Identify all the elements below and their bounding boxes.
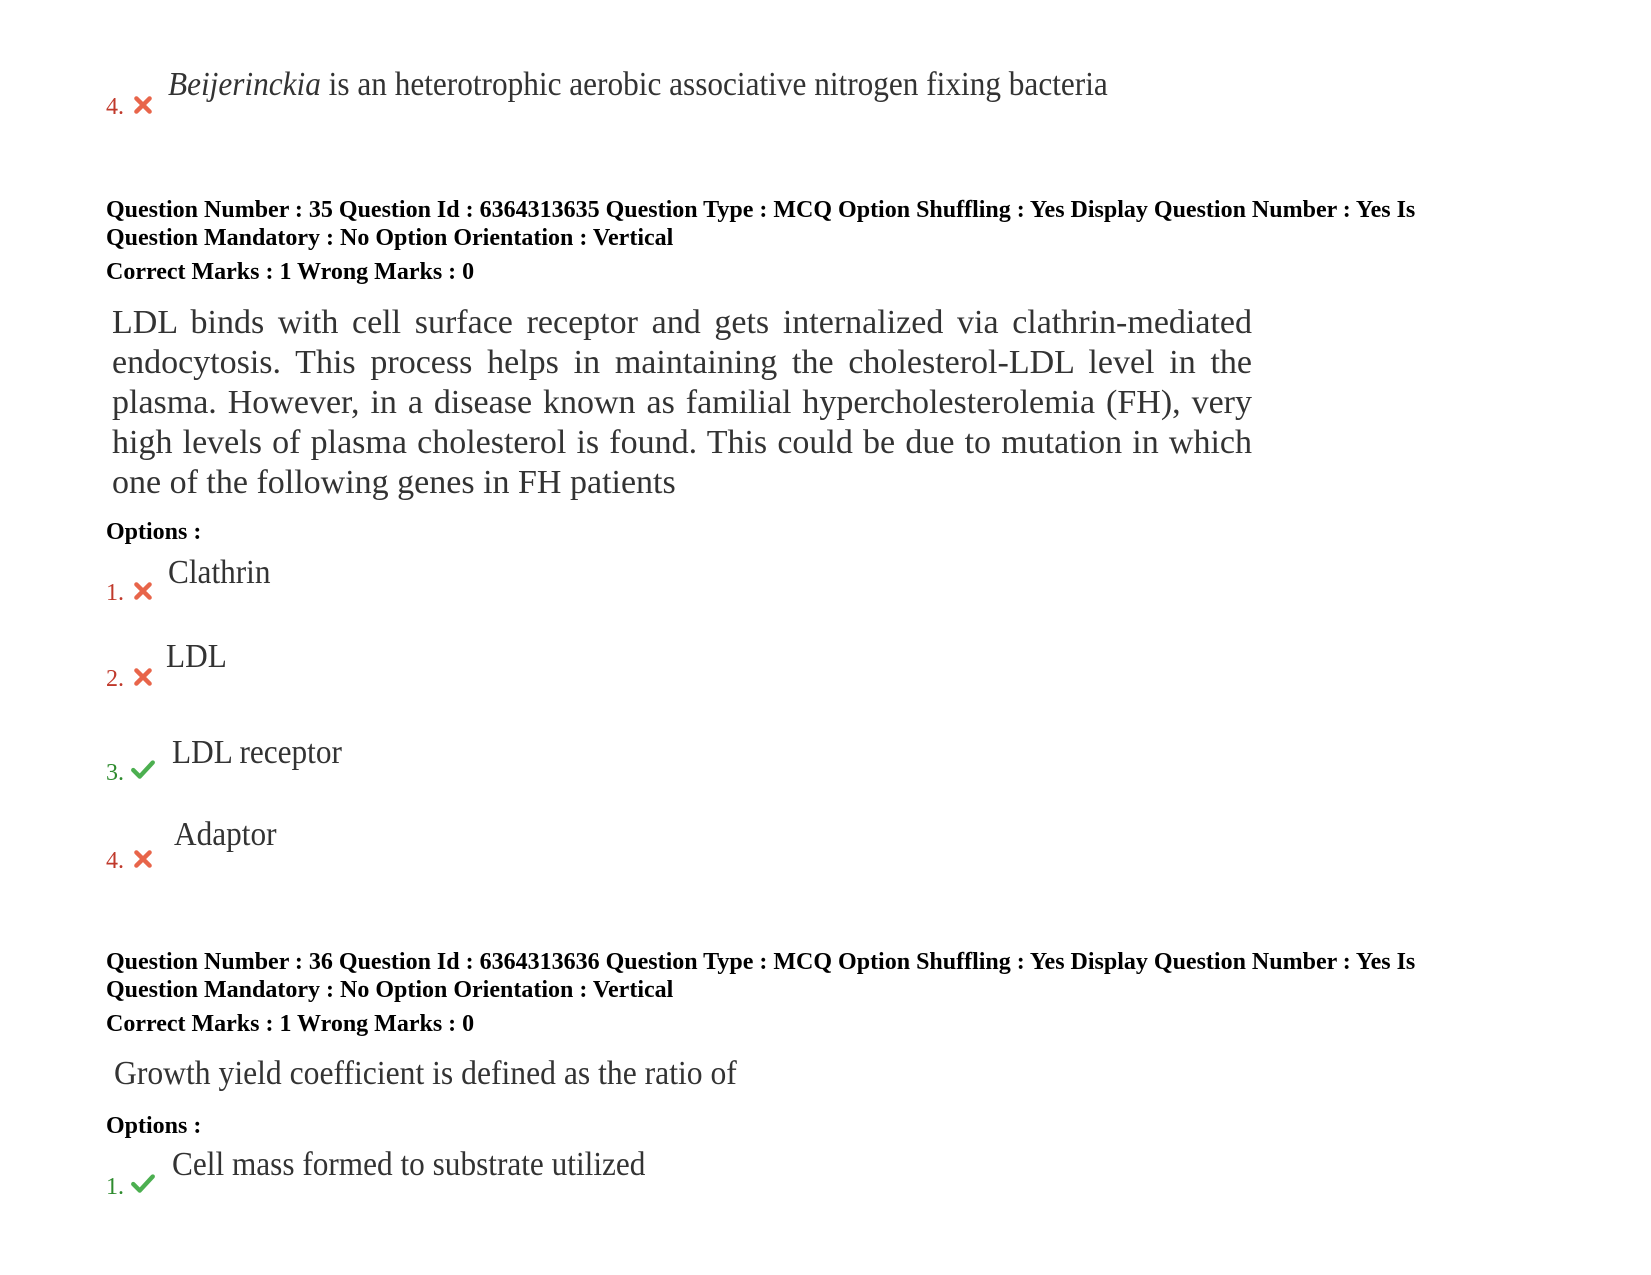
cross-icon <box>132 580 154 602</box>
stem-line: plasma. However, in a disease known as familial hypercholesterolemia (FH), very <box>112 384 1252 421</box>
q35-meta-line-2: Question Mandatory : No Option Orientation : Vertical <box>106 225 674 251</box>
q35-marks: Correct Marks : 1 Wrong Marks : 0 <box>106 259 475 285</box>
stem-line: endocytosis. This process helps in maintaining the cholesterol-LDL level in the <box>112 344 1252 381</box>
option-text-rest: is an heterotrophic aerobic associative nitrogen fixing bacteria <box>320 66 1108 103</box>
q35-options-label: Options : <box>106 519 202 545</box>
q36-meta-line-2: Question Mandatory : No Option Orientation : Vertical <box>106 977 674 1003</box>
cross-icon <box>132 94 154 116</box>
option-number: 3. <box>106 760 124 786</box>
option-number: 2. <box>106 666 124 692</box>
option-text-italic: Beijerinckia <box>168 66 321 103</box>
q36-marks: Correct Marks : 1 Wrong Marks : 0 <box>106 1011 475 1037</box>
option-number: 4. <box>106 94 124 120</box>
stem-line: high levels of plasma cholesterol is found. This could be due to mutation in which <box>112 424 1252 461</box>
check-icon <box>130 1170 156 1196</box>
stem-line: one of the following genes in FH patients <box>112 464 676 501</box>
option-number: 1. <box>106 580 124 606</box>
stem-line: LDL binds with cell surface receptor and gets internalized via clathrin-mediated <box>112 304 1252 341</box>
option-text: Cell mass formed to substrate utilized <box>172 1146 646 1183</box>
check-icon <box>130 756 156 782</box>
option-number: 4. <box>106 848 124 874</box>
option-text: Clathrin <box>168 554 271 591</box>
option-text: LDL receptor <box>172 734 342 771</box>
q36-question-stem: Growth yield coefficient is defined as the ratio of <box>114 1055 737 1092</box>
option-text: LDL <box>166 638 227 675</box>
option-text <box>168 66 1108 104</box>
cross-icon <box>132 666 154 688</box>
option-number: 1. <box>106 1174 124 1200</box>
q36-options-label: Options : <box>106 1113 202 1139</box>
option-text: Adaptor <box>174 816 277 853</box>
q35-meta-line-1: Question Number : 35 Question Id : 6364313635 Question Type : MCQ Option Shuffling : Yes Display Question Number : Yes Is <box>106 197 1416 223</box>
q35-question-stem <box>112 303 1252 503</box>
q36-meta-line-1: Question Number : 36 Question Id : 6364313636 Question Type : MCQ Option Shuffling : Yes Display Question Number : Yes Is <box>106 949 1416 975</box>
cross-icon <box>132 848 154 870</box>
